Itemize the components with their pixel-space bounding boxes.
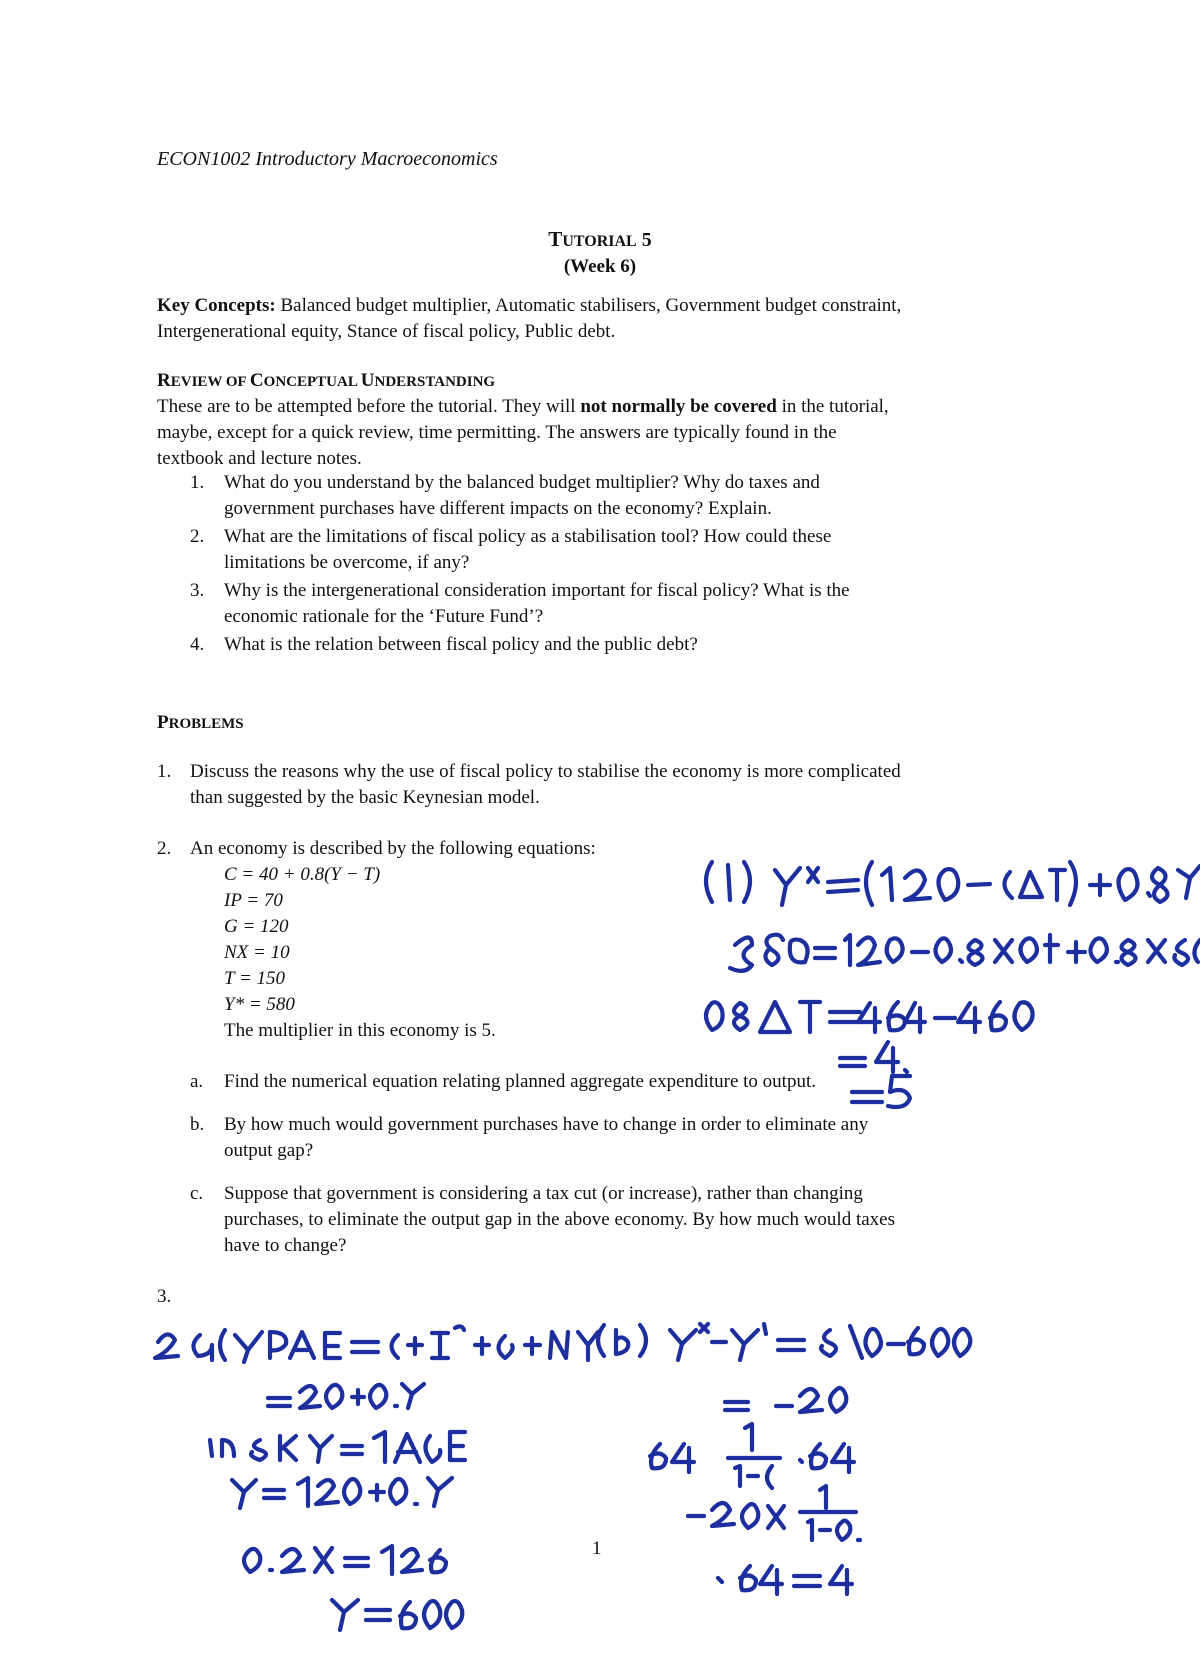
review-item-line: What do you understand by the balanced budget multiplier? Why do taxes and — [224, 472, 820, 493]
review-heading-part: ONCEPTUAL — [263, 374, 361, 390]
part-label: a. — [190, 1071, 204, 1092]
problem-line: than suggested by the basic Keynesian model. — [190, 787, 540, 808]
part-label: c. — [190, 1183, 204, 1204]
equation: IP = 70 — [224, 890, 283, 911]
problems-heading — [157, 710, 1057, 737]
review-intro-text: These are to be attempted before the tutorial. They will — [157, 396, 581, 417]
problem-line: Discuss the reasons why the use of fiscal policy to stabilise the economy is more complicated — [190, 761, 901, 782]
handwriting-part-b — [598, 1324, 970, 1594]
tutorial-title — [0, 226, 1200, 255]
review-item-line: government purchases have different impacts on the economy? Explain. — [224, 498, 772, 519]
review-intro-line3: textbook and lecture notes. — [157, 448, 362, 469]
part-line: output gap? — [224, 1140, 314, 1161]
equation: Y* = 580 — [224, 994, 295, 1015]
review-heading — [157, 368, 1057, 395]
review-item-line: limitations be overcome, if any? — [224, 552, 470, 573]
part-label: b. — [190, 1114, 205, 1135]
problem-number: 1. — [157, 761, 172, 782]
part-line: purchases, to eliminate the output gap in the above economy. By how much would taxes — [224, 1209, 896, 1230]
key-concepts-line2: Intergenerational equity, Stance of fiscal policy, Public debt. — [157, 321, 616, 342]
review-heading-part: NDERSTANDING — [374, 374, 496, 390]
review-heading-part: R — [157, 370, 171, 391]
review-item-line: economic rationale for the ‘Future Fund’? — [224, 606, 544, 627]
review-intro-line2: maybe, except for a quick review, time permitting. The answers are typically found in the — [157, 422, 837, 443]
page-number: 1 — [592, 1538, 602, 1559]
review-heading-part: EVIEW OF — [170, 374, 250, 390]
handwriting-part-a — [155, 1326, 598, 1630]
multiplier-note: The multiplier in this economy is 5. — [224, 1020, 496, 1041]
key-concepts — [157, 293, 1057, 345]
problem-number: 2. — [157, 838, 172, 859]
review-item-number: 4. — [190, 634, 205, 655]
title-rest: UTORIAL — [562, 233, 637, 250]
review-intro-text: in the tutorial, — [776, 396, 889, 417]
review-item-line: What are the limitations of fiscal policy as a stabilisation tool? How could these — [224, 526, 832, 547]
key-concepts-line1: Balanced budget multiplier, Automatic stabilisers, Government budget constraint, — [280, 295, 902, 316]
equation: C = 40 + 0.8(Y − T) — [224, 864, 381, 885]
review-item-number: 3. — [190, 580, 205, 601]
review-item-number: 2. — [190, 526, 205, 547]
review-heading-part: U — [360, 370, 375, 391]
key-concepts-label: Key Concepts: — [157, 295, 276, 316]
equation: T = 150 — [224, 968, 286, 989]
problems-heading-part: ROBLEMS — [168, 716, 244, 732]
part-line: Find the numerical equation relating planned aggregate expenditure to output. — [224, 1071, 816, 1092]
part-line: Suppose that government is considering a tax cut (or increase), rather than changing — [224, 1183, 863, 1204]
equation: G = 120 — [224, 916, 289, 937]
week-label: (Week 6) — [563, 256, 637, 277]
title-initial: T — [548, 227, 563, 251]
problem-number: 3. — [157, 1286, 172, 1307]
title-number: 5 — [641, 229, 652, 251]
review-item-line: Why is the intergenerational consideration important for fiscal policy? What is the — [224, 580, 850, 601]
review-item-number: 1. — [190, 472, 205, 493]
review-intro — [157, 394, 1057, 472]
course-title: ECON1002 Introductory Macroeconomics — [157, 148, 498, 170]
equation: NX = 10 — [224, 942, 290, 963]
problems-heading-part: P — [157, 712, 169, 733]
part-line: have to change? — [224, 1235, 347, 1256]
review-item-line: What is the relation between fiscal policy and the public debt? — [224, 634, 698, 655]
review-heading-part: C — [249, 370, 264, 391]
review-intro-emphasis: not normally be covered — [580, 396, 777, 417]
part-line: By how much would government purchases have to change in order to eliminate any — [224, 1114, 869, 1135]
problem-intro: An economy is described by the following equations: — [190, 838, 596, 859]
